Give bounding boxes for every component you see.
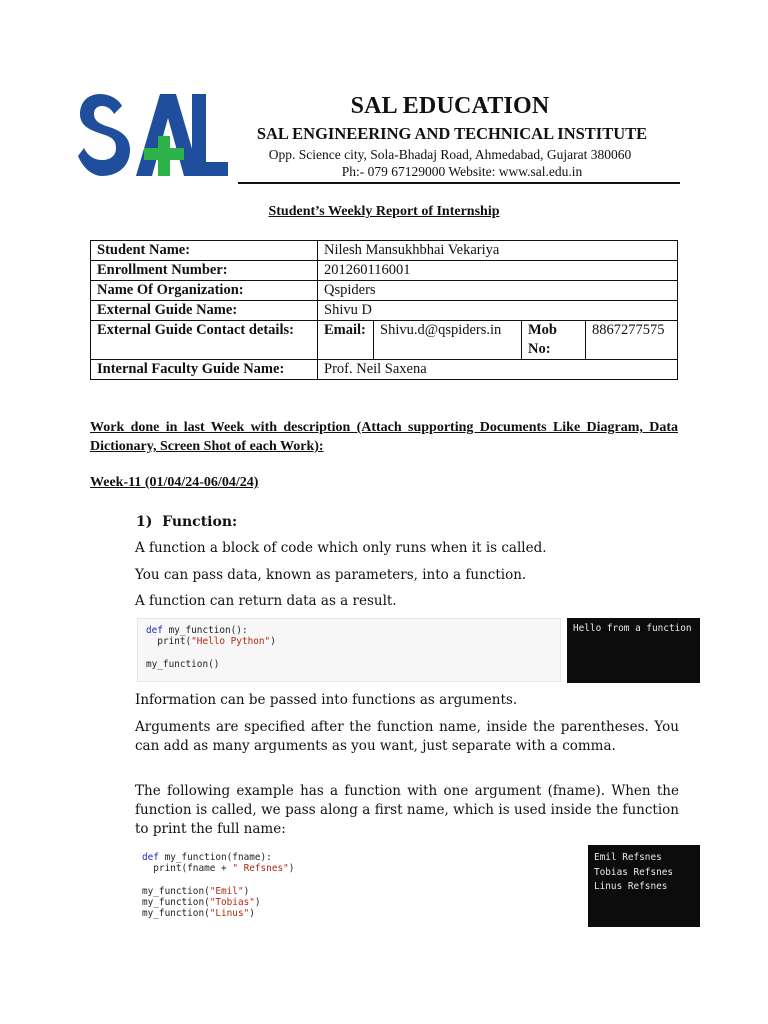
paragraph-5: Arguments are specified after the function name, inside the parentheses. You can add as many arguments as you want, just separate with a comma. [135,719,679,754]
email-value: Shivu.d@qspiders.in [374,321,522,360]
student-name-label: Student Name: [91,241,318,261]
console-output-2 [588,845,700,927]
code-keyword: def [142,852,159,863]
table-row [91,321,678,360]
enrollment-value: 201260116001 [318,261,678,281]
output-text: Linus Refsnes [594,881,668,892]
code-text: my_function( [142,908,210,920]
code-string: "Hello Python" [191,636,271,648]
code-text: my_function( [142,896,210,908]
paragraph-6: The following example has a function with one argument (fname). When the function is called, we pass along a first name, which is used inside the function to print the full name: [135,783,679,837]
code-snippet-1 [137,618,561,682]
institute-contact: Ph:- 079 67129000 Website: www.sal.edu.in [341,164,583,179]
guide-contact-label: External Guide Contact details: [91,321,318,360]
report-title: Student’s Weekly Report of Internship [268,204,500,219]
table-row [91,360,678,380]
code-string: "Emil" [209,885,244,897]
internal-guide-value: Prof. Neil Saxena [318,360,678,380]
institute-address: Opp. Science city, Sola-Bhadaj Road, Ahmedabad, Gujarat 380060 [268,147,632,162]
code-text: my_function(): [162,625,248,636]
student-name-value: Nilesh Mansukhbhai Vekariya [318,241,678,261]
table-row [91,281,678,301]
code-text: ) [270,636,276,648]
institute-title: SAL EDUCATION [350,93,550,119]
paragraph-3: A function can return data as a result. [135,593,397,609]
code-string: " Refsnes" [232,863,289,875]
institute-subtitle: SAL ENGINEERING AND TECHNICAL INSTITUTE [256,124,648,143]
output-text: Emil Refsnes [594,852,662,863]
code-text: my_function(fname): [158,852,272,863]
enrollment-label: Enrollment Number: [91,261,318,281]
output-text: Hello from a function [573,623,692,634]
console-output-1 [567,618,700,683]
code-text: ) [254,896,261,908]
output-text: Tobias Refsnes [594,866,674,878]
external-guide-value: Shivu D [318,301,678,321]
code-text: my_function() [146,658,220,670]
code-text: ) [288,863,295,875]
code-text: print(fname + [142,863,233,875]
table-row [91,301,678,321]
organization-value: Qspiders [318,281,678,301]
paragraph-2: You can pass data, known as parameters, into a function. [135,567,527,583]
table-row [91,261,678,281]
email-label: Email: [318,321,374,360]
code-string: "Linus" [209,908,250,920]
section-title: Function: [162,514,238,530]
code-text: ) [249,908,255,920]
sal-logo [78,92,228,178]
section-heading [136,514,237,530]
header-divider [238,182,680,184]
table-row [91,241,678,261]
section-number: 1) [136,514,153,530]
internal-guide-label: Internal Faculty Guide Name: [91,360,318,380]
paragraph-4: Information can be passed into functions as arguments. [135,692,518,708]
code-snippet-2 [133,845,433,929]
organization-label: Name Of Organization: [91,281,318,301]
sal-logo-icon [78,92,228,178]
code-keyword: def [146,625,163,636]
mobile-label: Mob No: [522,321,586,360]
code-text: my_function( [142,885,210,897]
code-text: ) [243,885,250,897]
mobile-value: 8867277575 [586,321,678,360]
paragraph-1: A function a block of code which only runs when it is called. [135,540,547,556]
code-string: "Tobias" [209,896,255,908]
code-text: print( [146,636,192,648]
work-done-heading: Work done in last Week with description (Attach supporting Documents Like Diagram, Data Dictionary, Screen Shot of each Work): [90,420,678,454]
week-heading: Week-11 (01/04/24-06/04/24) [90,475,259,490]
student-info-table [90,240,678,380]
external-guide-label: External Guide Name: [91,301,318,321]
